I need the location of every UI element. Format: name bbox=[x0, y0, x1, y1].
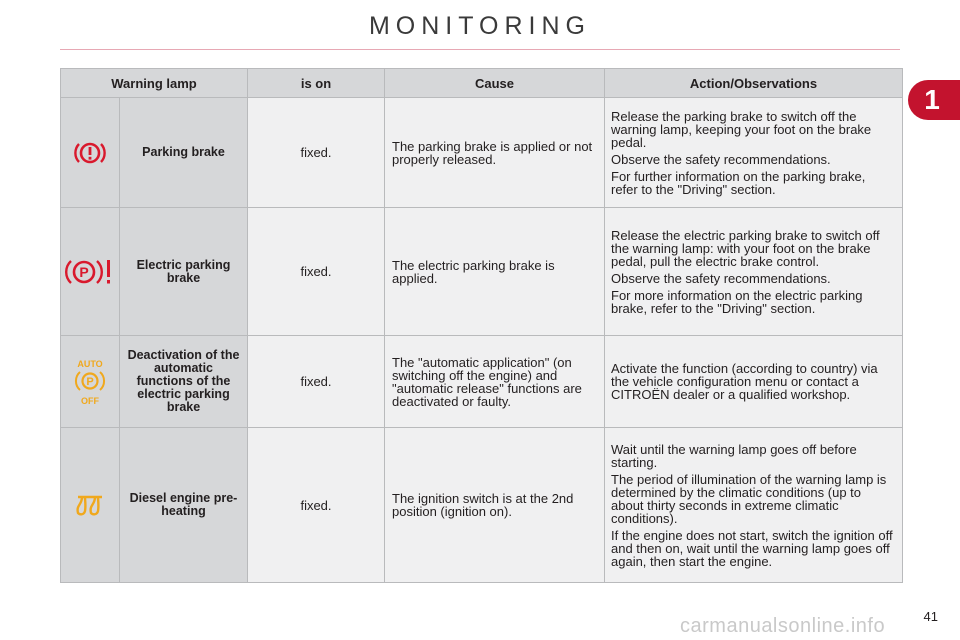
row-actions bbox=[605, 98, 903, 208]
action-text: For more information on the electric parking brake, refer to the "Driving" section. bbox=[611, 287, 863, 316]
action-text: Release the parking brake to switch off the warning lamp, keeping your foot on the brake pedal. bbox=[611, 108, 872, 150]
auto-off-parking-brake-icon bbox=[72, 358, 108, 406]
action-text: For further information on the parking brake, refer to the "Driving" section. bbox=[611, 168, 866, 197]
row-icon-cell bbox=[61, 336, 120, 428]
row-actions bbox=[605, 336, 903, 428]
page-number: 41 bbox=[923, 609, 938, 624]
svg-text:P: P bbox=[86, 375, 94, 388]
parking-brake-warning-icon bbox=[72, 144, 108, 159]
table-row bbox=[61, 208, 903, 336]
row-lamp-name: Diesel engine pre-heating bbox=[120, 428, 248, 583]
row-cause: The parking brake is applied or not properly released. bbox=[385, 98, 605, 208]
header-action: Action/Observations bbox=[605, 69, 903, 98]
row-icon-cell bbox=[61, 98, 120, 208]
svg-text:P: P bbox=[79, 263, 89, 280]
chapter-tab[interactable]: 1 bbox=[908, 80, 960, 120]
row-icon-cell bbox=[61, 428, 120, 583]
action-text: The period of illumination of the warning lamp is determined by the climatic conditions (up to about thirty seconds in extreme climatic conditions). bbox=[611, 471, 887, 526]
header-warning-lamp: Warning lamp bbox=[61, 69, 248, 98]
action-text: Release the electric parking brake to switch off the warning lamp: with your foot on the brake pedal, pull the electric brake control. bbox=[611, 227, 880, 269]
row-state: fixed. bbox=[248, 428, 385, 583]
row-actions bbox=[605, 428, 903, 583]
svg-text:OFF: OFF bbox=[81, 395, 99, 406]
row-lamp-name: Parking brake bbox=[120, 98, 248, 208]
table-row bbox=[61, 98, 903, 208]
svg-text:AUTO: AUTO bbox=[77, 358, 103, 369]
row-cause: The "automatic application" (on switching off the engine) and "automatic release" functions are deactivated or faulty. bbox=[385, 336, 605, 428]
electric-parking-brake-warning-icon bbox=[64, 263, 116, 278]
action-text: Activate the function (according to country) via the vehicle configuration menu or contact a CITROËN dealer or a qualified workshop. bbox=[611, 361, 878, 402]
header-cause: Cause bbox=[385, 69, 605, 98]
row-state: fixed. bbox=[248, 208, 385, 336]
title-divider bbox=[60, 49, 900, 50]
row-icon-cell bbox=[61, 208, 120, 336]
row-lamp-name: Electric parking brake bbox=[120, 208, 248, 336]
row-cause: The electric parking brake is applied. bbox=[385, 208, 605, 336]
row-cause: The ignition switch is at the 2nd position (ignition on). bbox=[385, 428, 605, 583]
table-row bbox=[61, 428, 903, 583]
action-text: If the engine does not start, switch the ignition off and then on, wait until the warning lamp goes off again, then start the engine. bbox=[611, 527, 893, 569]
table-header-row bbox=[61, 69, 903, 98]
header-is-on: is on bbox=[248, 69, 385, 98]
page-title: MONITORING bbox=[368, 12, 592, 40]
table-row bbox=[61, 336, 903, 428]
warning-lamp-table bbox=[60, 68, 903, 583]
row-actions bbox=[605, 208, 903, 336]
diesel-preheating-icon bbox=[72, 496, 108, 511]
action-text: Wait until the warning lamp goes off before starting. bbox=[611, 441, 857, 470]
watermark: carmanualsonline.info bbox=[680, 615, 886, 637]
row-state: fixed. bbox=[248, 98, 385, 208]
action-text: Observe the safety recommendations. bbox=[611, 270, 831, 286]
action-text: Observe the safety recommendations. bbox=[611, 151, 831, 167]
row-lamp-name: Deactivation of the automatic functions of the electric parking brake bbox=[120, 336, 248, 428]
row-state: fixed. bbox=[248, 336, 385, 428]
